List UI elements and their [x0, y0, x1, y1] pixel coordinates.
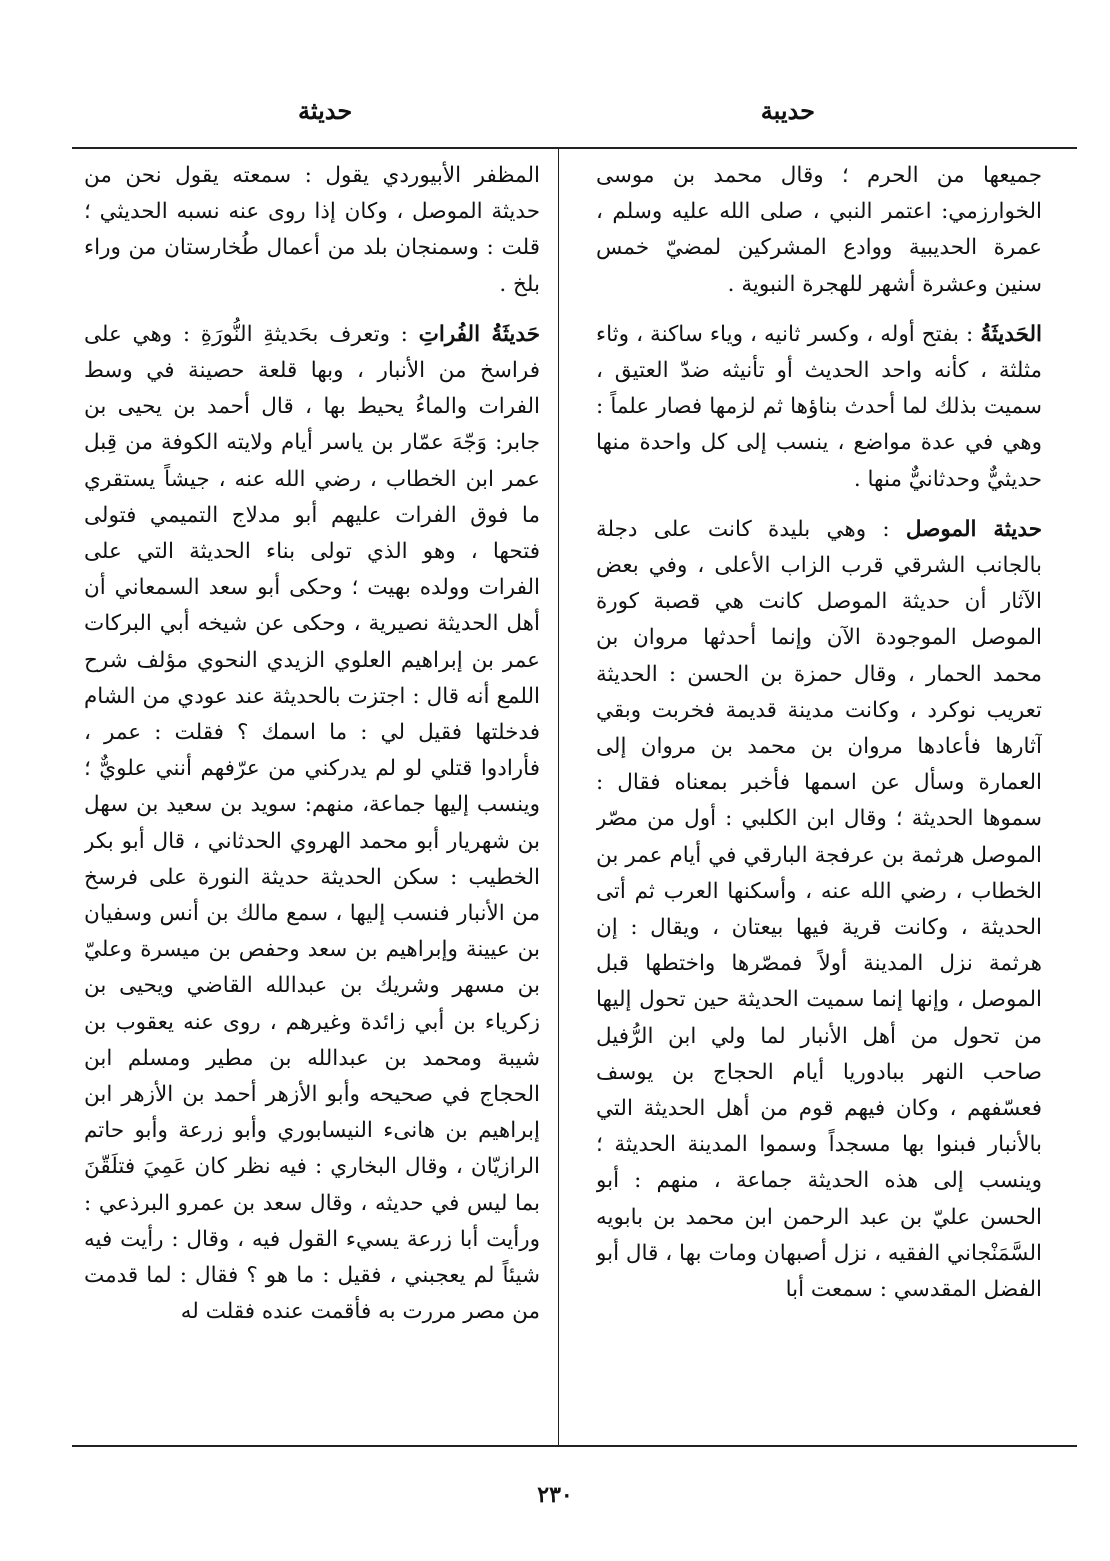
- right-paragraph-2-text: : بفتح أوله ، وكسر ثانيه ، وياء ساكنة ، وثاء مثلثة ، كأنه واحد الحديث أو تأنيثه ضدّ العتيق ، سميت بذلك لما أحدث بناؤها ثم لزمها فصار علماً : وهي في عدة مواضع ، ينسب إلى كل واحدة منها حديثيٌّ وحدثانيٌّ منها .: [596, 321, 1042, 492]
- right-column: [596, 158, 1042, 1438]
- left-paragraph-2-text: : وتعرف بحَديثةِ النُّورَةِ : وهي على فراسخ من الأنبار ، وبها قلعة حصينة في وسط الفرات والماءُ يحيط بها ، قال أحمد بن يحيى بن جابر: وَجّهَ عمّار بن ياسر أيام ولايته الكوفة من قِبل عمر ابن الخطاب ، رضي الله عنه ، جيشاً يستقري ما فوق الفرات عليهم أبو مدلاج التميمي فتولى فتحها ، وهو الذي تولى بناء الحديثة التي على الفرات وولده بهيت ؛ وحكى أبو سعد السمعاني أن أهل الحديثة نصيرية ، وحكى عن شيخه أبي البركات عمر بن إبراهيم العلوي الزيدي النحوي مؤلف شرح اللمع أنه قال : اجتزت بالحديثة عند عودي من الشام فدخلتها فقيل لي : ما اسمك ؟ فقلت : عمر ، فأرادوا قتلي لو لم يدركني من عرّفهم أنني علويٌّ ؛ وينسب إليها جماعة، منهم: سويد بن سعيد بن سهل بن شهريار أبو محمد الهروي الحدثاني ، قال أبو بكر الخطيب : سكن الحديثة حديثة النورة على فرسخ من الأنبار فنسب إليها ، سمع مالك بن أنس وسفيان بن عيينة وإبراهيم بن سعد وحفص بن ميسرة وعليّ بن مسهر وشريك بن عبدالله القاضي ويحيى بن زكرياء بن أبي زائدة وغيرهم ، روى عنه يعقوب بن شيبة ومحمد بن عبدالله بن مطير ومسلم ابن الحجاج في صحيحه وأبو الأزهر أحمد بن الأزهر ابن إبراهيم بن هانىء النيسابوري وأبو زرعة وأبو حاتم الرازيّان ، وقال البخاري : فيه نظر كان عَمِيَ فتلَقّنَ بما ليس في حديثه ، وقال سعد بن عمرو البرذعي : ورأيت أبا زرعة يسيء القول فيه ، وقال : رأيت فيه شيئاً لم يعجبني ، فقيل : ما هو ؟ فقال : لما قدمت من مصر مررت به فأقمت عنده فقلت له: [84, 321, 540, 1325]
- right-paragraph-2: [596, 317, 1042, 498]
- running-head-left: حديثة: [298, 96, 353, 125]
- headword-hadithat-al-furat: حَديثَةُ الفُراتِ: [418, 321, 540, 347]
- headword-hadithat-al-mawsil: حديثة الموصل: [905, 516, 1042, 542]
- page-number: ٢٣٠: [537, 1482, 573, 1508]
- left-paragraph-2: [84, 317, 540, 1331]
- right-paragraph-1-text: جميعها من الحرم ؛ وقال محمد بن موسى الخوارزمي: اعتمر النبي ، صلى الله عليه وسلم ، عمرة الحديبية ووادع المشركين لمضيّ خمس سنين وعشرة أشهر للهجرة النبوية .: [596, 163, 1042, 297]
- column-divider: [558, 148, 559, 1445]
- top-rule: [72, 147, 1077, 149]
- right-paragraph-1: [596, 158, 1042, 303]
- bottom-rule: [72, 1445, 1077, 1447]
- right-paragraph-3: [596, 512, 1042, 1308]
- left-column: [84, 158, 540, 1438]
- right-paragraph-3-text: : وهي بليدة كانت على دجلة بالجانب الشرقي قرب الزاب الأعلى ، وفي بعض الآثار أن حديثة الموصل كانت هي قصبة كورة الموصل الموجودة الآن وإنما أحدثها مروان بن محمد الحمار ، وقال حمزة بن الحسن : الحديثة تعريب نوكرد ، وكانت مدينة قديمة فخربت وبقي آثارها فأعادها مروان بن محمد بن مروان إلى العمارة وسأل عن اسمها فأخبر بمعناه فقال : سموها الحديثة ؛ وقال ابن الكلبي : أول من مصّر الموصل هرثمة بن عرفجة البارقي في أيام عمر بن الخطاب ، رضي الله عنه ، وأسكنها العرب ثم أتى الحديثة ، وكانت قرية فيها بيعتان ، ويقال : إن هرثمة نزل المدينة أولاً فمصّرها واختطها قبل الموصل ، وإنها إنما سميت الحديثة حين تحول إليها من تحول من أهل الأنبار لما ولي ابن الرُّفيل صاحب النهر ببادوريا أيام الحجاج بن يوسف فعسّفهم ، وكان فيهم قوم من أهل الحديثة التي بالأنبار فبنوا بها مسجداً وسموا المدينة الحديثة ؛ وينسب إلى هذه الحديثة جماعة ، منهم : أبو الحسن عليّ بن عبد الرحمن ابن محمد بن بابويه السَّمَنْجاني الفقيه ، نزل أصبهان ومات بها ، قال أبو الفضل المقدسي : سمعت أبا: [596, 516, 1042, 1303]
- headword-al-hadithah: الحَديثَةُ: [980, 321, 1042, 347]
- left-paragraph-1-text: المظفر الأبيوردي يقول : سمعته يقول نحن من حديثة الموصل ، وكان إذا روى عنه نسبه الحديثي ؛ قلت : وسمنجان بلد من أعمال طُخارستان من وراء بلخ .: [84, 163, 540, 297]
- left-paragraph-1: [84, 158, 540, 303]
- running-head-right: حديبة: [760, 96, 815, 125]
